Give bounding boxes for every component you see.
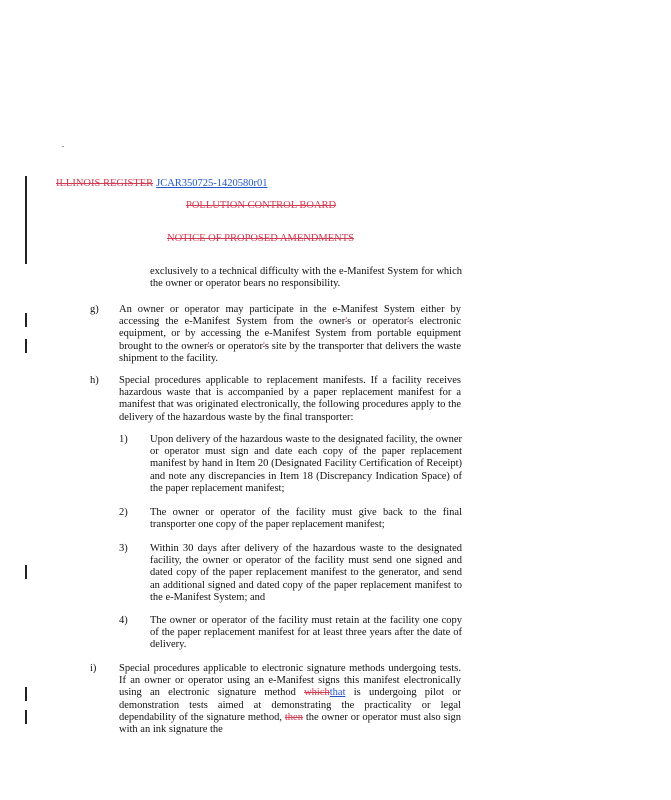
register-inserted-text: JCAR350725-1420580r01 <box>156 178 268 189</box>
item-i-text-part: is undergoing pilot or demonstration tests aimed at demonstrating the practicality or legal dependability of the signature method, <box>119 687 461 723</box>
deleted-word: then <box>284 711 303 723</box>
deleted-mark: ' <box>345 316 348 328</box>
subitem-text-3: Within 30 days after delivery of the hazardous waste to the designated facility, the owner or operator of the facility must send one signed and dated copy of the paper replacement manifest to the generator, and send an additional signed and dated copy of the paper replacement manifest to the e-Manifest System; and <box>150 543 462 603</box>
deleted-mark: ' <box>262 340 265 352</box>
change-bar <box>25 710 27 724</box>
continuation-text: exclusively to a technical difficulty with the e-Manifest System for which the owner or operator bears no responsibility. <box>150 266 462 290</box>
change-bar <box>25 176 27 264</box>
change-bar <box>25 339 27 353</box>
item-g-text-part: s or operator <box>347 316 408 328</box>
subitem-label-1: 1) <box>119 434 128 445</box>
item-text-g <box>119 304 461 365</box>
item-text-h: Special procedures applicable to replacement manifests. If a facility receives hazardous waste that is accompanied by a paper replacement manifest for a manifest that was originated electronically, the following procedures apply to the delivery of the hazardous waste by the final transporter: <box>119 375 461 423</box>
change-bar <box>25 565 27 579</box>
subitem-text-1: Upon delivery of the hazardous waste to the designated facility, the owner or operator must sign and date each copy of the paper replacement manifest by hand in Item 20 (Designated Facility Certification of Receipt) and note any discrepancies in Item 18 (Discrepancy Indication Space) of the paper replacement manifest; <box>150 434 462 494</box>
item-i-text-part: Special procedures applicable to electronic signature methods undergoing tests. If an owner or operator using an e-Manifest signs this manifest electronically using an electronic signature method <box>119 663 461 699</box>
register-header <box>56 178 268 190</box>
subitem-label-3: 3) <box>119 543 128 554</box>
inserted-word: that <box>329 687 346 699</box>
item-label-h: h) <box>90 375 99 386</box>
subitem-text-4: The owner or operator of the facility must retain at the facility one copy of the paper replacement manifest for at least three years after the date of delivery. <box>150 615 462 651</box>
item-i-text-part: the owner or operator must also sign with an ink signature the <box>119 711 461 736</box>
deleted-mark: ' <box>207 340 210 352</box>
notice-title: NOTICE OF PROPOSED AMENDMENTS <box>167 233 354 244</box>
item-g-text-part: s or operator <box>209 340 263 352</box>
subitem-text-2: The owner or operator of the facility must give back to the final transporter one copy of the paper replacement manifest; <box>150 507 462 531</box>
change-bar <box>25 313 27 327</box>
subitem-label-4: 4) <box>119 615 128 626</box>
register-struck-text: ILLINOIS REGISTER <box>56 178 154 189</box>
item-label-g: g) <box>90 304 99 315</box>
change-bar <box>25 687 27 701</box>
item-label-i: i) <box>90 663 97 674</box>
deleted-word: which <box>304 687 330 699</box>
deleted-mark: ' <box>407 316 410 328</box>
item-g-text-part: An owner or operator may participate in the e-Manifest System either by accessing the e-Manifest System from the owner <box>119 304 461 328</box>
item-text-i <box>119 663 461 736</box>
item-g-text-part: s electronic equipment, or by accessing the e-Manifest System from portable equipment brought to the owner <box>119 316 461 352</box>
scan-speck <box>62 146 64 147</box>
board-title: POLLUTION CONTROL BOARD <box>186 200 337 211</box>
subitem-label-2: 2) <box>119 507 128 518</box>
item-g-text-part: s site by the transporter that delivers the waste shipment to the facility. <box>119 340 461 364</box>
